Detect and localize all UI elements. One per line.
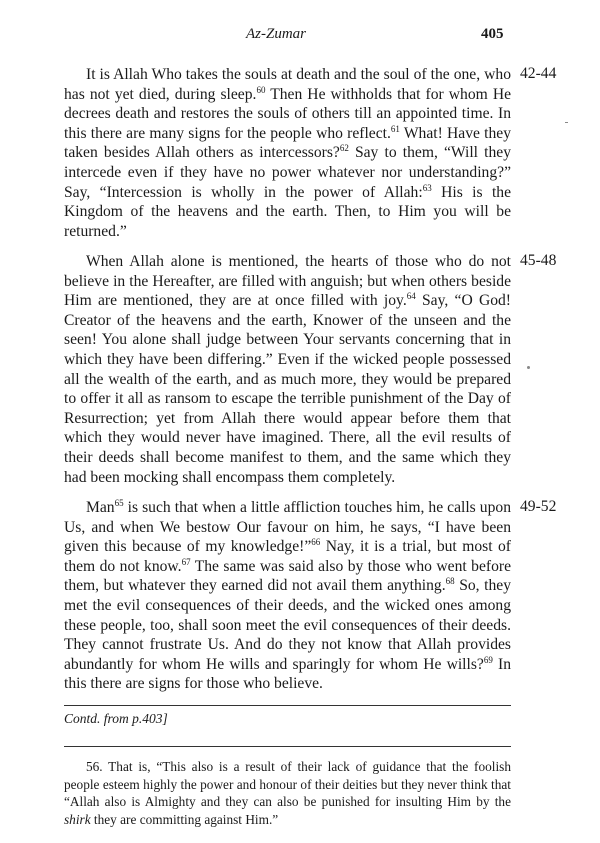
footnote-marker: 61 [390,123,400,134]
paragraph-text: Man$^{65}$ is such that when a little affliction touches him, he calls upon Us, and when We bestow Our favour on him, he says, “I have been given this because of my knowledge!”$^{66}$ Nay, it is a trial, but most of them do not know.$^{67}$ The same was said also by those who went before them, but whatever they earned did not avail them anything.$^{68}$ So, they met the evil consequences of their deeds, and the wicked ones among these people, too, shall soon meet the evil consequences of their deeds. They cannot frustrate Us. And do they not know that Allah provides abundantly for whom He wills and sparingly for whom He wills?$^{69}$ In this there are signs for those who believe. [64,497,511,693]
surah-title: Az-Zumar [246,26,307,42]
verse-reference: 42-44 [520,65,557,82]
paragraph-text: It is Allah Who takes the souls at death and the soul of the one, who has not yet died, during sleep.$^{60}$ Then He withholds that for whom He decrees death and restores the souls of others till an appointed time. In this there are many signs for the people who reflect.$^{61}$ What! Have they taken besides Allah others as intercessors?$^{62}$ Say to them, “Will they intercede even if they have no power whatever nor understanding?” Say, “Intercession is wholly in the power of Allah:$^{63}$ His is the Kingdom of the heavens and the earth. Then, to Him you will be returned.” [64,66,512,240]
footnote-marker: 69 [483,654,493,665]
verse-reference: 49-52 [520,498,557,515]
commentary-paragraph-1 [64,65,511,241]
footnote-marker: 64 [406,291,416,301]
footnote-marker: 62 [339,143,349,154]
emphasized-term: shirk [64,811,91,827]
footnote-number: 56. [86,759,103,774]
footnote [64,758,511,828]
verse-reference: 45-48 [520,252,557,269]
footnote-marker: 60 [256,84,266,95]
commentary-paragraph-2 [64,252,511,487]
paragraph-text: When Allah alone is mentioned, the hearts of those who do not believe in the Hereafter, are filled with anguish; but when others beside Him are mentioned, they are at once filled with joy.$^{64}$ Say, “O God! Creator of the heavens and the earth, Knower of the unseen and the seen! You alone shall judge between Your servants concerning that in which they have been differing.” Even if the wicked people possessed all the wealth of the earth, and as much more, they would be prepared to offer it all as ransom to escape the terrible punishment of the Day of Resurrection; yet from Allah there would appear before them that which they would never have imagined. There, all the evil results of their deeds shall become manifest to them, and the same which they had been mocking shall encompass them completely. [64,253,512,486]
page-number: 405 [481,26,504,42]
scan-speck [565,122,568,123]
footnote-text: 56. That is, “This also is a result of their lack of guidance that the foolish people esteem highly the power and honour of their deities but they never think that “Allah also is Almighty and they can also be punished for insulting Him by the shirk they are committing against Him.” [64,759,511,827]
footnote-marker: 68 [445,576,455,587]
running-header [0,26,600,46]
footnote-divider [64,746,511,747]
footnote-divider [64,705,511,706]
footnote-marker: 65 [114,497,124,508]
footnote-marker: 67 [181,556,191,567]
footnote-marker: 63 [422,182,432,193]
commentary-paragraph-3 [64,498,511,694]
scan-speck [527,366,530,369]
footnote-marker: 66 [311,537,321,547]
continuation-note: Contd. from p.403] [64,711,168,726]
